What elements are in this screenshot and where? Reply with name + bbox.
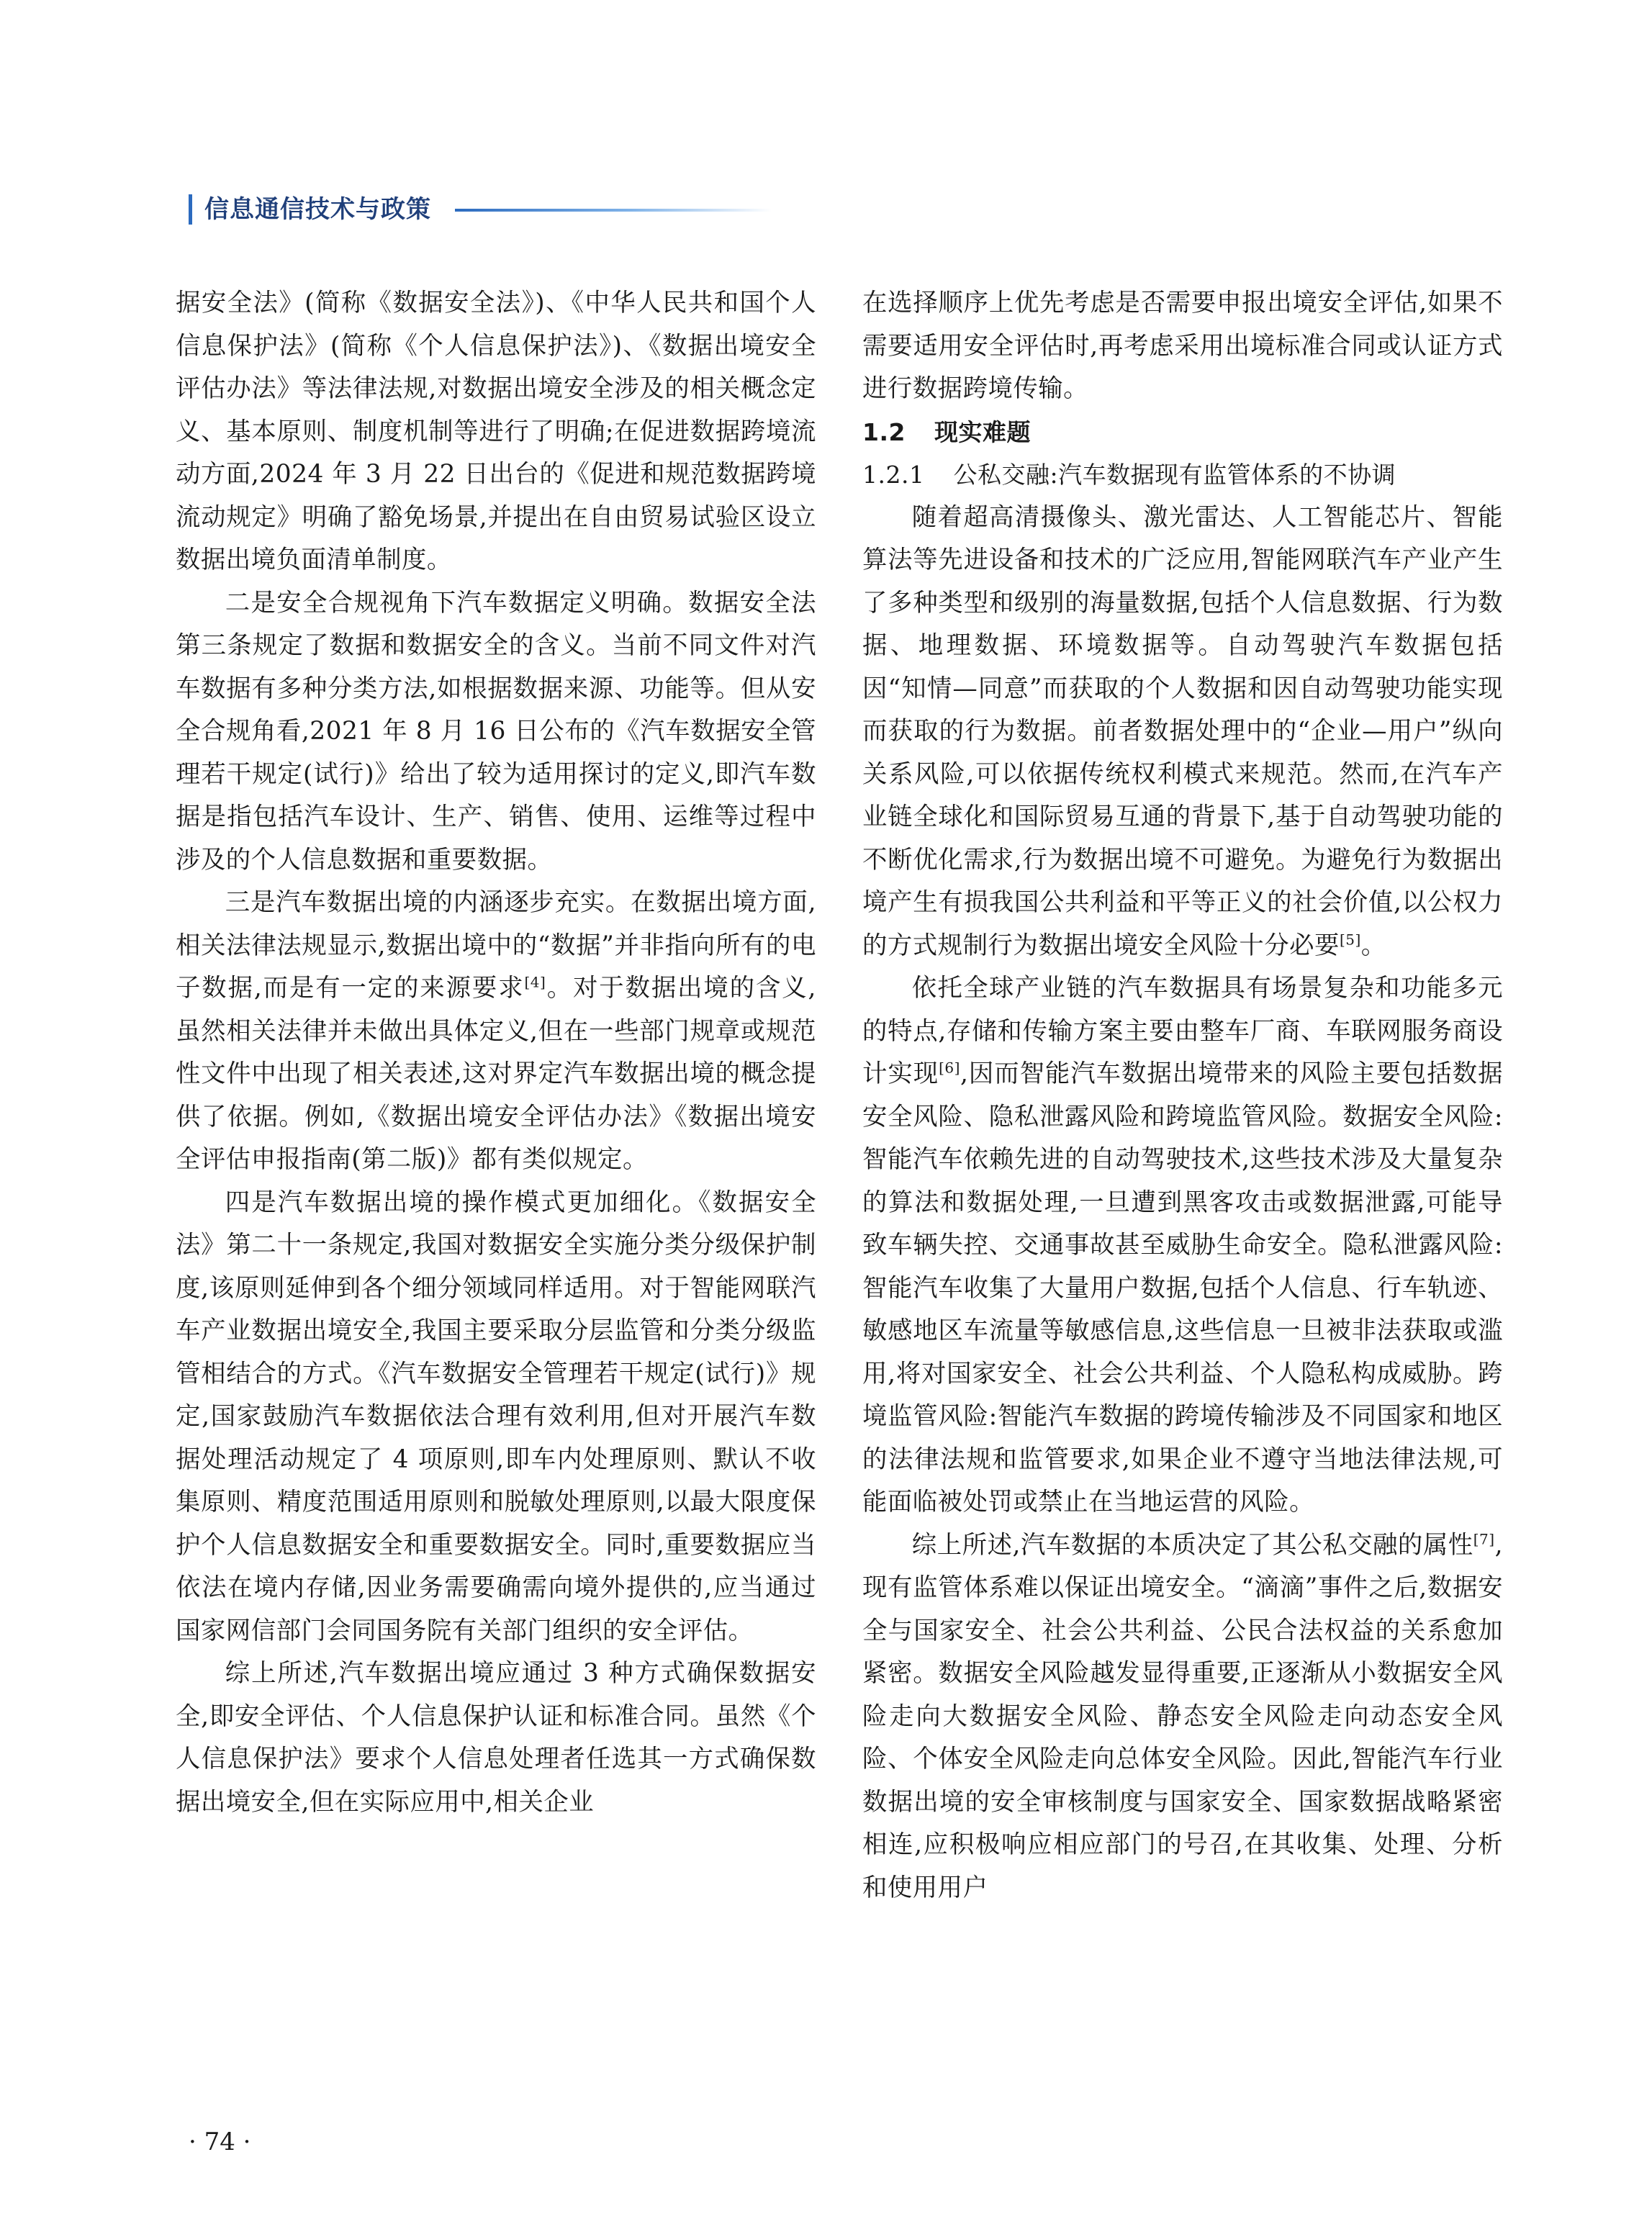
paragraph-text: ,因而智能汽车数据出境带来的风险主要包括数据安全风险、隐私泄露风险和跨境监管风险。数据安全风险:智能汽车依赖先进的自动驾驶技术,这些技术涉及大量复杂的算法和数据处理,一旦遭到黑客攻击或数据泄露,可能导致车辆失控、交通事故甚至威胁生命安全。隐私泄露风险:智能汽车收集了大量用户数据,包括个人信息、行车轨迹、敏感地区车流量等敏感信息,这些信息一旦被非法获取或滥用,将对国家安全、社会公共利益、个人隐私构成威胁。跨境监管风险:智能汽车数据的跨境传输涉及不同国家和地区的法律法规和监管要求,如果企业不遵守当地法律法规,可能面临被处罚或禁止在当地运营的风险。 <box>862 1059 1503 1516</box>
left-column <box>176 282 816 1824</box>
paragraph <box>862 967 1503 1524</box>
right-column <box>862 282 1503 1909</box>
paragraph <box>862 497 1503 968</box>
paragraph-text: 。对于数据出境的含义,虽然相关法律并未做出具体定义,但在一些部门规章或规范性文件中出现了相关表述,这对界定汽车数据出境的概念提供了依据。例如,《数据出境安全评估办法》《数据出境安全评估申报指南(第二版)》都有类似规定。 <box>176 974 816 1174</box>
paragraph-text: 综上所述,汽车数据的本质决定了其公私交融的属性 <box>911 1530 1473 1560</box>
page-number: · 74 · <box>189 2128 251 2156</box>
paragraph <box>176 882 816 1182</box>
citation-ref: [6] <box>939 1059 960 1077</box>
section-number: 1.2 <box>862 417 906 446</box>
paragraph: 四是汽车数据出境的操作模式更加细化。《数据安全法》第二十一条规定,我国对数据安全实施分类分级保护制度,该原则延伸到各个细分领域同样适用。对于智能网联汽车产业数据出境安全,我国主要采取分层监管和分类分级监管相结合的方式。《汽车数据安全管理若干规定(试行)》规定,国家鼓励汽车数据依法合理有效利用,但对开展汽车数据处理活动规定了 4 项原则,即车内处理原则、默认不收集原则、精度范围适用原则和脱敏处理原则,以最大限度保护个人信息数据安全和重要数据安全。同时,重要数据应当依法在境内存储,因业务需要确需向境外提供的,应当通过国家网信部门会同国务院有关部门组织的安全评估。 <box>176 1188 816 1645</box>
journal-title: 信息通信技术与政策 <box>204 195 431 224</box>
header-accent-bar <box>189 194 192 225</box>
header-rule <box>455 209 772 212</box>
citation-ref: [4] <box>524 973 546 991</box>
paragraph: 综上所述,汽车数据出境应通过 3 种方式确保数据安全,即安全评估、个人信息保护认证和标准合同。虽然《个人信息保护法》要求个人信息处理者任选其一方式确保数据出境安全,但在实际应用中,相关企业 <box>176 1659 816 1817</box>
citation-ref: [5] <box>1339 931 1361 949</box>
section-heading <box>862 411 1503 454</box>
subsection-title: 公私交融:汽车数据现有监管体系的不协调 <box>953 461 1396 489</box>
paragraph: 在选择顺序上优先考虑是否需要申报出境安全评估,如果不需要适用安全评估时,再考虑采用出境标准合同或认证方式进行数据跨境传输。 <box>862 289 1503 403</box>
paragraph: 据安全法》(简称《数据安全法》)、《中华人民共和国个人信息保护法》(简称《个人信息保护法》)、《数据出境安全评估办法》等法律法规,对数据出境安全涉及的相关概念定义、基本原则、制度机制等进行了明确;在促进数据跨境流动方面,2024 年 3 月 22 日出台的《促进和规范数据跨境流动规定》明确了豁免场景,并提出在自由贸易试验区设立数据出境负面清单制度。 <box>176 289 816 574</box>
paragraph-text: 。 <box>1360 931 1386 960</box>
paragraph-text: 依托全球产业链的汽车数据具有场景复杂和功能多元的特点,存储和传输方案主要由整车厂商、车联网服务商设计实现 <box>862 974 1503 1088</box>
subsection-number: 1.2.1 <box>862 461 925 489</box>
section-title: 现实难题 <box>934 417 1031 446</box>
subsection-heading <box>862 453 1503 497</box>
paragraph-text: 三是汽车数据出境的内涵逐步充实。在数据出境方面,相关法律法规显示,数据出境中的“数据”并非指向所有的电子数据,而是有一定的来源要求 <box>176 888 816 1003</box>
running-header <box>189 189 779 232</box>
paragraph-text: ,现有监管体系难以保证出境安全。“滴滴”事件之后,数据安全与国家安全、社会公共利益、公民合法权益的关系愈加紧密。数据安全风险越发显得重要,正逐渐从小数据安全风险走向大数据安全风险、静态安全风险走向动态安全风险、个体安全风险走向总体安全风险。因此,智能汽车行业数据出境的安全审核制度与国家安全、国家数据战略紧密相连,应积极响应相应部门的号召,在其收集、处理、分析和使用用户 <box>862 1530 1503 1902</box>
paragraph-text: 随着超高清摄像头、激光雷达、人工智能芯片、智能算法等先进设备和技术的广泛应用,智能网联汽车产业产生了多种类型和级别的海量数据,包括个人信息数据、行为数据、地理数据、环境数据等。自动驾驶汽车数据包括因“知情—同意”而获取的个人数据和因自动驾驶功能实现而获取的行为数据。前者数据处理中的“企业—用户”纵向关系风险,可以依据传统权利模式来规范。然而,在汽车产业链全球化和国际贸易互通的背景下,基于自动驾驶功能的不断优化需求,行为数据出境不可避免。为避免行为数据出境产生有损我国公共利益和平等正义的社会价值,以公权力的方式规制行为数据出境安全风险十分必要 <box>862 502 1503 960</box>
citation-ref: [7] <box>1473 1530 1495 1548</box>
paragraph: 二是安全合规视角下汽车数据定义明确。数据安全法第三条规定了数据和数据安全的含义。当前不同文件对汽车数据有多种分类方法,如根据数据来源、功能等。但从安全合规角看,2021 年 8 月 16 日公布的《汽车数据安全管理若干规定(试行)》给出了较为适用探讨的定义,即汽车数据是指包括汽车设计、生产、销售、使用、运维等过程中涉及的个人信息数据和重要数据。 <box>176 588 816 874</box>
paragraph <box>862 1524 1503 1910</box>
